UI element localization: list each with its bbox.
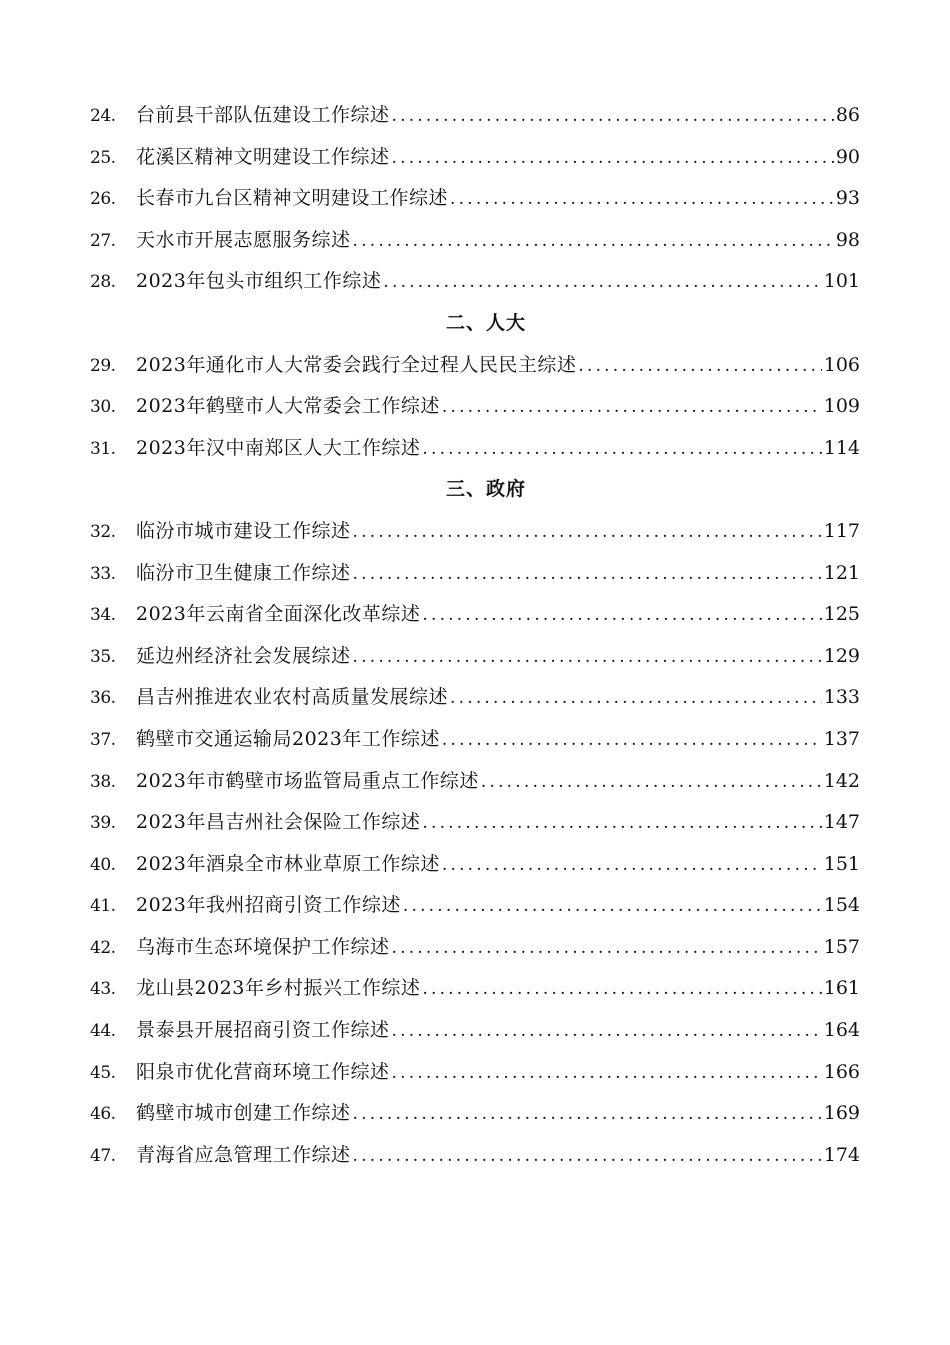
entry-number: 25.: [90, 147, 116, 168]
entry-page-number: 164: [823, 1019, 860, 1042]
entry-page-number: 151: [823, 852, 860, 875]
entry-page-number: 169: [823, 1102, 860, 1125]
entry-page-number: 90: [835, 145, 860, 168]
entry-number: 45.: [90, 1062, 116, 1083]
entry-page-number: 154: [823, 894, 860, 917]
toc-entry[interactable]: [90, 968, 860, 1010]
dot-leader: [353, 1093, 822, 1136]
toc-entry[interactable]: [90, 761, 860, 803]
dot-leader: [422, 594, 821, 637]
entry-number: 41.: [90, 896, 116, 917]
entry-number: 38.: [90, 771, 116, 792]
dot-leader: [392, 927, 822, 970]
section-heading: 二、人大: [445, 311, 526, 334]
entry-number: 43.: [90, 979, 116, 1000]
entry-title: 2023年包头市组织工作综述: [136, 270, 382, 293]
section-heading: 三、政府: [445, 478, 526, 501]
dot-leader: [442, 844, 822, 887]
toc-entry[interactable]: [90, 511, 860, 553]
entry-page-number: 117: [823, 519, 860, 542]
entry-page-number: 121: [823, 561, 860, 584]
entry-number: 26.: [90, 189, 116, 210]
entry-number: 30.: [90, 397, 116, 418]
entry-title: 花溪区精神文明建设工作综述: [136, 145, 390, 168]
toc-entry[interactable]: [90, 594, 860, 636]
dot-leader: [353, 1135, 822, 1178]
toc-entry[interactable]: [90, 1093, 860, 1135]
dot-leader: [450, 178, 834, 221]
entry-title: 乌海市生态环境保护工作综述: [136, 935, 390, 958]
toc-entry[interactable]: [90, 1010, 860, 1052]
entry-number: 28.: [90, 272, 116, 293]
dot-leader: [392, 1010, 822, 1053]
entry-title: 2023年市鹤壁市场监管局重点工作综述: [136, 769, 479, 792]
entry-number: 36.: [90, 688, 116, 709]
entry-page-number: 133: [823, 686, 860, 709]
entry-page-number: 137: [823, 727, 860, 750]
toc-entry[interactable]: [90, 802, 860, 844]
entry-page-number: 147: [823, 811, 860, 834]
entry-number: 40.: [90, 854, 116, 875]
entry-page-number: 114: [823, 436, 860, 459]
toc-entry[interactable]: [90, 1052, 860, 1094]
dot-leader: [578, 345, 821, 388]
entry-title: 2023年我州招商引资工作综述: [136, 894, 401, 917]
dot-leader: [392, 137, 834, 180]
dot-leader: [450, 677, 822, 720]
entry-title: 2023年鹤壁市人大常委会工作综述: [136, 395, 440, 418]
entry-page-number: 174: [823, 1143, 860, 1166]
entry-title: 2023年酒泉全市林业草原工作综述: [136, 852, 440, 875]
toc-entry[interactable]: [90, 137, 860, 179]
dot-leader: [383, 261, 821, 304]
toc-entry[interactable]: [90, 719, 860, 761]
entry-title: 青海省应急管理工作综述: [136, 1143, 351, 1166]
entry-title: 景泰县开展招商引资工作综述: [136, 1019, 390, 1042]
entry-title: 2023年昌吉州社会保险工作综述: [136, 811, 421, 834]
entry-number: 27.: [90, 230, 116, 251]
entry-number: 42.: [90, 937, 116, 958]
entry-number: 32.: [90, 521, 116, 542]
entry-number: 33.: [90, 563, 116, 584]
entry-title: 延边州经济社会发展综述: [136, 644, 351, 667]
toc-entry[interactable]: [90, 95, 860, 137]
entry-page-number: 93: [835, 187, 860, 210]
table-of-contents: [90, 95, 860, 1176]
dot-leader: [353, 220, 834, 263]
dot-leader: [403, 885, 822, 928]
dot-leader: [442, 386, 822, 429]
entry-page-number: 125: [823, 603, 860, 626]
entry-page-number: 129: [823, 644, 860, 667]
dot-leader: [442, 719, 822, 762]
entry-page-number: 161: [823, 977, 860, 1000]
dot-leader: [422, 802, 821, 845]
dot-leader: [353, 636, 822, 679]
dot-leader: [481, 761, 822, 804]
entry-number: 44.: [90, 1021, 116, 1042]
dot-leader: [422, 968, 821, 1011]
entry-title: 长春市九台区精神文明建设工作综述: [136, 187, 449, 210]
entry-number: 31.: [90, 438, 116, 459]
toc-entry[interactable]: [90, 220, 860, 262]
entry-page-number: 98: [835, 228, 860, 251]
entry-title: 昌吉州推进农业农村高质量发展综述: [136, 686, 449, 709]
dot-leader: [392, 95, 834, 138]
toc-entry[interactable]: [90, 1135, 860, 1177]
toc-entry[interactable]: [90, 386, 860, 428]
entry-page-number: 157: [823, 935, 860, 958]
entry-number: 35.: [90, 646, 116, 667]
entry-title: 2023年通化市人大常委会践行全过程人民民主综述: [136, 353, 577, 376]
toc-entry[interactable]: [90, 178, 860, 220]
toc-entry[interactable]: [90, 261, 860, 303]
dot-leader: [353, 511, 822, 554]
entry-page-number: 142: [823, 769, 860, 792]
toc-entry[interactable]: [90, 844, 860, 886]
entry-title: 临汾市卫生健康工作综述: [136, 561, 351, 584]
entry-title: 2023年云南省全面深化改革综述: [136, 603, 421, 626]
entry-page-number: 106: [823, 353, 860, 376]
entry-page-number: 166: [823, 1060, 860, 1083]
entry-title: 阳泉市优化营商环境工作综述: [136, 1060, 390, 1083]
toc-entry[interactable]: [90, 428, 860, 470]
dot-leader: [422, 428, 821, 471]
entry-title: 天水市开展志愿服务综述: [136, 228, 351, 251]
entry-number: 34.: [90, 605, 116, 626]
entry-page-number: 101: [823, 270, 860, 293]
toc-entry[interactable]: [90, 927, 860, 969]
entry-number: 39.: [90, 813, 116, 834]
entry-title: 鹤壁市城市创建工作综述: [136, 1102, 351, 1125]
toc-entry[interactable]: [90, 636, 860, 678]
entry-title: 龙山县2023年乡村振兴工作综述: [136, 977, 421, 1000]
dot-leader: [392, 1052, 822, 1095]
entry-number: 29.: [90, 355, 116, 376]
entry-title: 2023年汉中南郑区人大工作综述: [136, 436, 421, 459]
entry-title: 台前县干部队伍建设工作综述: [136, 104, 390, 126]
dot-leader: [353, 553, 822, 596]
entry-title: 鹤壁市交通运输局2023年工作综述: [136, 727, 440, 750]
entry-number: 46.: [90, 1104, 116, 1125]
toc-entry[interactable]: [90, 885, 860, 927]
toc-entry[interactable]: [90, 345, 860, 387]
entry-page-number: 109: [823, 395, 860, 418]
entry-number: 37.: [90, 729, 116, 750]
entry-title: 临汾市城市建设工作综述: [136, 519, 351, 542]
toc-entry[interactable]: [90, 677, 860, 719]
entry-number: 24.: [90, 106, 116, 126]
toc-entry[interactable]: [90, 553, 860, 595]
entry-number: 47.: [90, 1145, 116, 1166]
entry-page-number: 86: [835, 104, 860, 126]
